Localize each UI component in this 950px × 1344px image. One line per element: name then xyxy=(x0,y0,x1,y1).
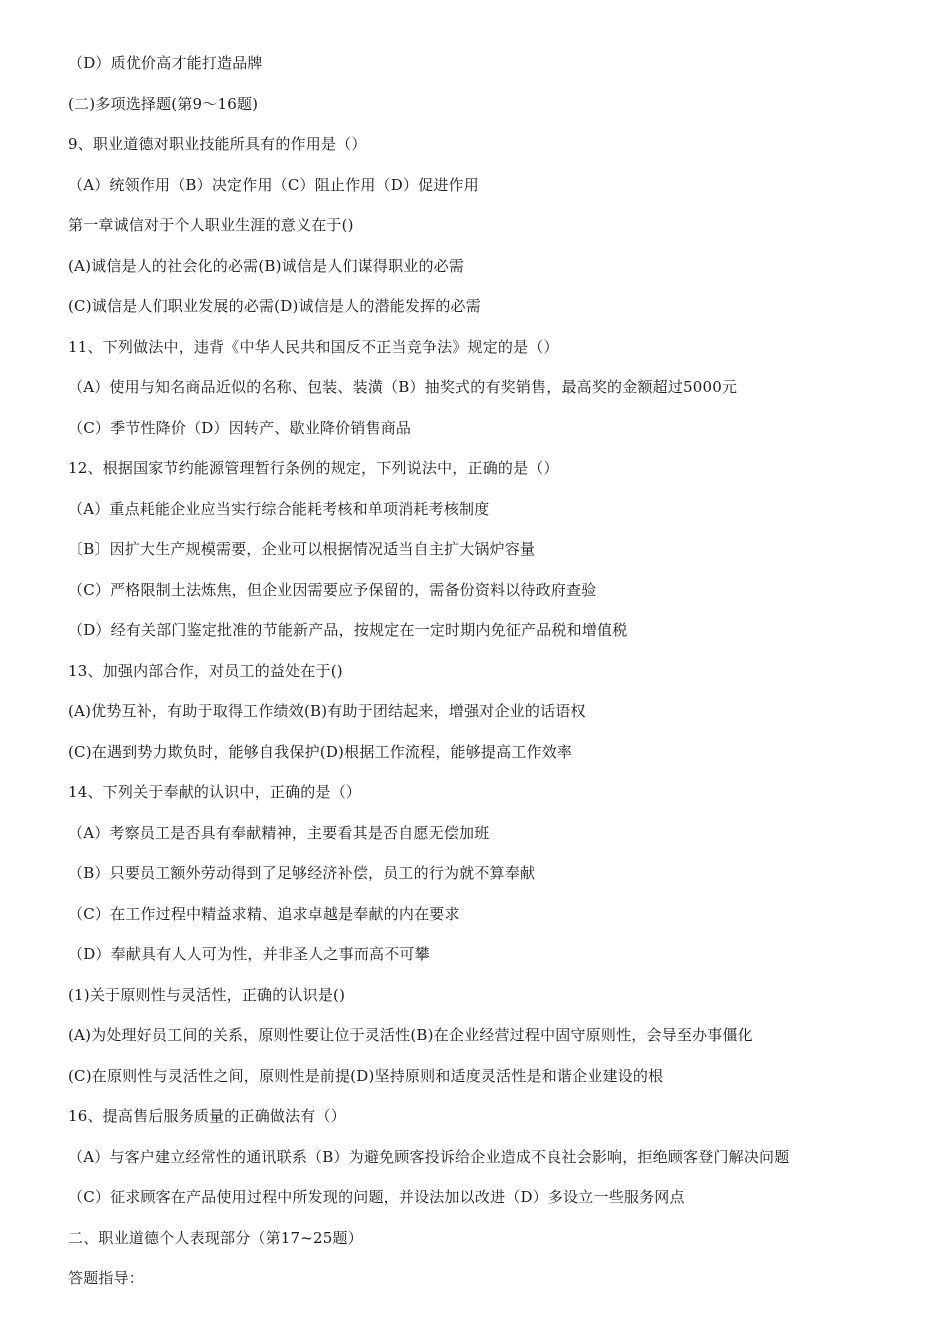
option-line: (C)在原则性与灵活性之间，原则性是前提(D)坚持原则和适度灵活性是和谐企业建设的根 xyxy=(68,1067,664,1085)
option-line: （C）在工作过程中精益求精、追求卓越是奉献的内在要求 xyxy=(68,905,460,923)
option-line: （D）经有关部门鉴定批准的节能新产品，按规定在一定时期内免征产品税和增值税 xyxy=(68,621,628,639)
option-line: (C)在遇到势力欺负时，能够自我保护(D)根据工作流程，能够提高工作效率 xyxy=(68,743,573,761)
question-16: 16、提高售后服务质量的正确做法有（） xyxy=(68,1107,346,1125)
option-line: (C)诚信是人们职业发展的必需(D)诚信是人的潜能发挥的必需 xyxy=(68,297,481,315)
question-10: 第一章诚信对于个人职业生涯的意义在于() xyxy=(68,216,354,234)
option-line: （A）重点耗能企业应当实行综合能耗考核和单项消耗考核制度 xyxy=(68,500,490,518)
question-12: 12、根据国家节约能源管理暂行条例的规定，下列说法中，正确的是（） xyxy=(68,459,559,477)
question-15: (1)关于原则性与灵活性，正确的认识是() xyxy=(68,986,346,1004)
instructions-label: 答题指导： xyxy=(68,1269,145,1287)
question-9: 9、职业道德对职业技能所具有的作用是（） xyxy=(68,135,367,153)
option-line: (A)诚信是人的社会化的必需(B)诚信是人们谋得职业的必需 xyxy=(68,257,465,275)
option-line: （D）质优价高才能打造品牌 xyxy=(68,54,263,72)
section-heading: 二、职业道德个人表现部分（第17~25题） xyxy=(68,1229,363,1247)
option-line: （A）与客户建立经常性的通讯联系（B）为避免顾客投诉给企业造成不良社会影响，拒绝顾客登门解决问题 xyxy=(68,1148,790,1166)
question-11: 11、下列做法中，违背《中华人民共和国反不正当竞争法》规定的是（） xyxy=(68,338,559,356)
option-line: （C）征求顾客在产品使用过程中所发现的问题，并设法加以改进（D）多设立一些服务网点 xyxy=(68,1188,685,1206)
option-line: （B）只要员工额外劳动得到了足够经济补偿，员工的行为就不算奉献 xyxy=(68,864,536,882)
option-line: （A）使用与知名商品近似的名称、包装、装潢（B）抽奖式的有奖销售，最高奖的金额超过5000元 xyxy=(68,378,738,396)
option-line: 〔B〕因扩大生产规模需要，企业可以根据情况适当自主扩大锅炉容量 xyxy=(68,540,536,558)
question-13: 13、加强内部合作，对员工的益处在于() xyxy=(68,662,343,680)
option-line: （A）统领作用（B）决定作用（C）阻止作用（D）促进作用 xyxy=(68,176,479,194)
option-line: （D）奉献具有人人可为性，并非圣人之事而高不可攀 xyxy=(68,945,430,963)
question-14: 14、下列关于奉献的认识中，正确的是（） xyxy=(68,783,362,801)
option-line: (A)为处理好员工间的关系，原则性要让位于灵活性(B)在企业经营过程中固守原则性，会导至办事僵化 xyxy=(68,1026,753,1044)
option-line: (A)优势互补，有助于取得工作绩效(B)有助于团结起来，增强对企业的话语权 xyxy=(68,702,586,720)
option-line: （C）严格限制土法炼焦，但企业因需要应予保留的，需备份资料以待政府查验 xyxy=(68,581,597,599)
option-line: （C）季节性降价（D）因转产、歇业降价销售商品 xyxy=(68,419,412,437)
option-line: （A）考察员工是否具有奉献精神，主要看其是否自愿无偿加班 xyxy=(68,824,490,842)
section-heading: (二)多项选择题(第9～16题) xyxy=(68,95,259,113)
